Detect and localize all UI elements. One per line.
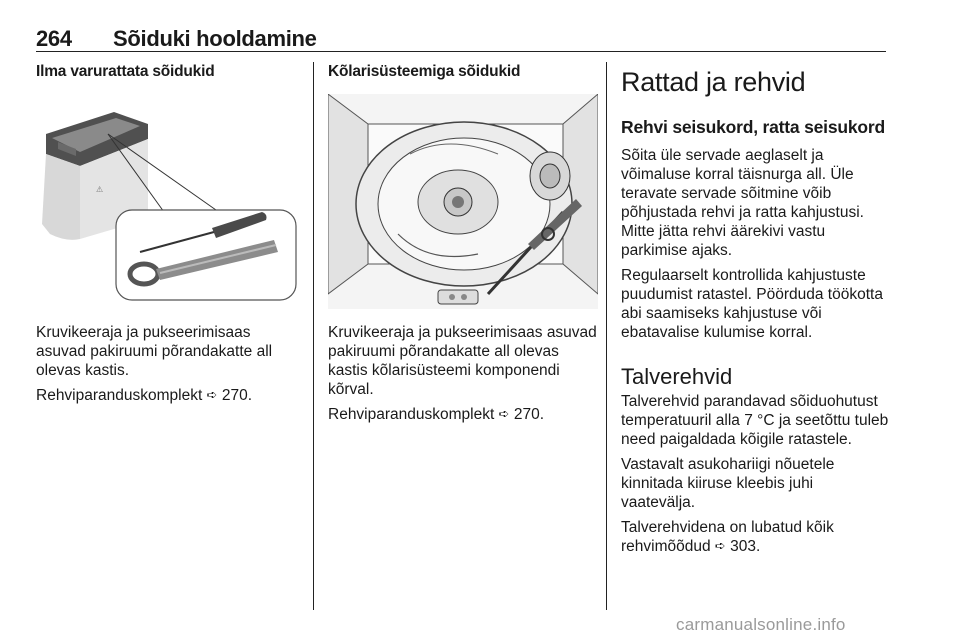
column-1	[36, 62, 301, 405]
section-title-wheels-tyres: Rattad ja rehvid	[621, 67, 806, 97]
paragraph: Talverehvid parandavad sõiduohutust temperatuuril alla 7 °C ja seetõttu tuleb need paigaldada kõigile ratastele.	[621, 393, 889, 448]
xref-page[interactable]: 270.	[221, 387, 252, 404]
section-heading-tyre-condition: Rehvi seisukord, ratta seisukord	[621, 117, 885, 137]
watermark: carmanualsonline.info	[676, 615, 846, 634]
cross-reference	[328, 405, 598, 424]
cross-reference	[36, 386, 301, 405]
paragraph: Vastavalt asukohariigi nõuetele kinnitada kiiruse kleebis juhi vaatevälja.	[621, 456, 835, 511]
paragraph: Kruvikeeraja ja pukseerimisaas asuvad pakiruumi põrandakatte all olevas kastis.	[36, 324, 273, 379]
svg-text:⚠: ⚠	[96, 185, 104, 194]
column-2	[328, 62, 598, 424]
column-3	[621, 62, 891, 556]
xref-text: Rehviparanduskomplekt	[328, 406, 495, 423]
paragraph: Sõita üle servade aeglaselt ja võimaluse korral täisnurga all. Üle teravate servade sõitmine võib põhjustada rehvi ja ratta kahjustusi. Mitte jätta rehvi äärekivi vastu parkimise ajaks.	[621, 147, 864, 259]
xref-arrow-icon: ➪	[206, 387, 218, 402]
page-header	[36, 26, 886, 52]
paragraph-text: Talverehvidena on lubatud kõik	[621, 519, 834, 536]
xref-page[interactable]: 303.	[730, 538, 761, 555]
page-number: 264	[36, 26, 72, 51]
section-heading-no-spare: Ilma varurattata sõidukid	[36, 63, 215, 80]
paragraph: Kruvikeeraja ja pukseerimisaas asuvad pakiruumi põrandakatte all olevas kastis kõlarisüsteemi komponendi kõrval.	[328, 324, 597, 398]
header-rule	[36, 51, 886, 52]
xref-text: rehvimõõdud	[621, 538, 711, 555]
xref-arrow-icon: ➪	[714, 538, 726, 553]
figure-spare-wheel-well	[328, 94, 598, 309]
figure-storage-box-tools	[36, 94, 301, 309]
section-heading-winter-tyres: Talverehvid	[621, 364, 733, 389]
chapter-title: Sõiduki hooldamine	[113, 26, 317, 51]
section-heading-speaker-system: Kõlarisüsteemiga sõidukid	[328, 63, 521, 80]
paragraph: Regulaarselt kontrollida kahjustuste puudumist ratastel. Pöörduda töökotta abi saamiseks kahjustuse või ebatavalise kulumise korral.	[621, 267, 883, 341]
paragraph-with-xref	[621, 518, 891, 556]
column-divider-1	[313, 62, 314, 610]
xref-text: Rehviparanduskomplekt	[36, 387, 203, 404]
column-divider-2	[606, 62, 607, 610]
xref-arrow-icon: ➪	[498, 406, 510, 421]
xref-page[interactable]: 270.	[513, 406, 544, 423]
